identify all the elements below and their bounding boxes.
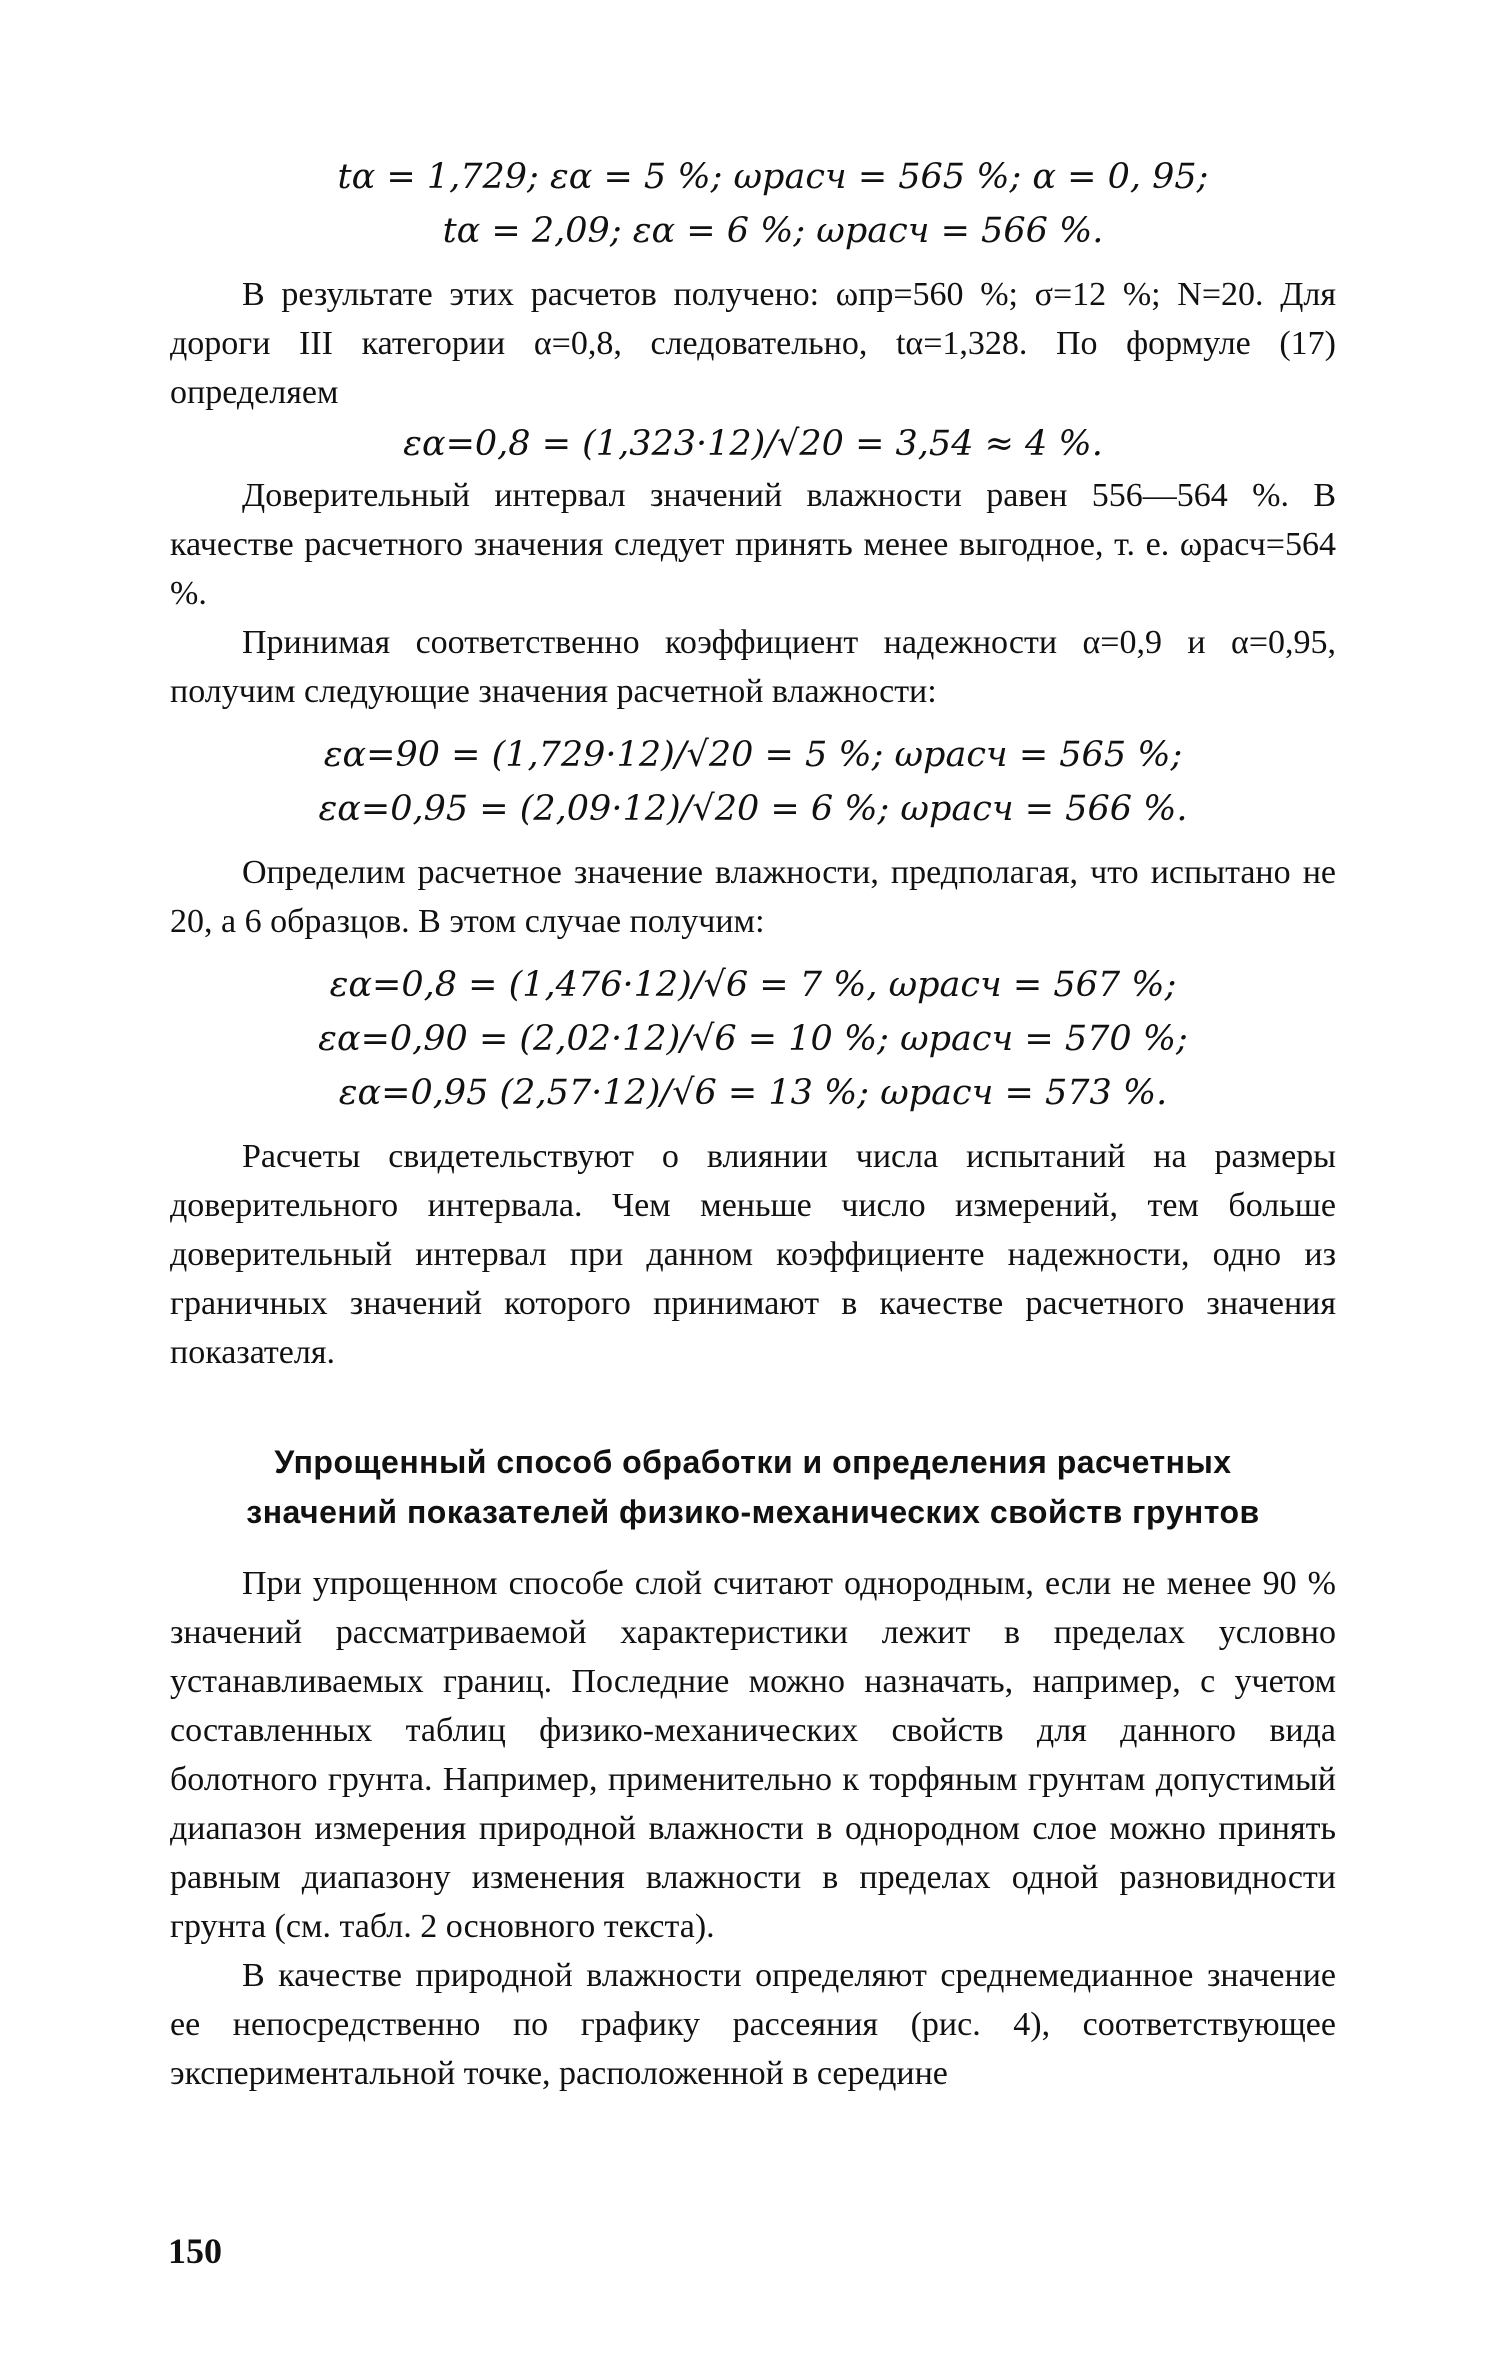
text-column [170, 150, 1336, 2098]
formula-top-1: tα = 1,729; εα = 5 %; ωрасч = 565 %; α = 0, 95; [337, 157, 1209, 197]
formula-six-0-90: εα=0,90 = (2,02·12)/√6 = 10 %; ωрасч = 570 %; [318, 1019, 1188, 1059]
paragraph-results: В результате этих расчетов получено: ωпр=560 %; σ=12 %; N=20. Для дороги III категории α=0,8, следовательно, tα=1,328. По формуле (17) определяем [170, 276, 1336, 411]
formula-top-2: tα = 2,09; εα = 6 %; ωрасч = 566 %. [442, 211, 1104, 251]
paragraph-simplified-method: При упрощенном способе слой считают однородным, если не менее 90 % значений рассматриваемой характеристики лежит в пределах условно устанавливаемых границ. Последние можно назначать, например, с учетом составленных таблиц физико-механических свойств для данного вида болотного грунта. Например, применительно к торфяным грунтам допустимый диапазон измерения природной влажности в однородном слое можно принять равным диапазону изменения влажности в пределах одной разновидности грунта (см. табл. 2 основного текста). [170, 1565, 1336, 1945]
formula-epsilon-0-95: εα=0,95 = (2,09·12)/√20 = 6 %; ωрасч = 566 %. [318, 789, 1188, 829]
paragraph-reliability: Принимая соответственно коэффициент надежности α=0,9 и α=0,95, получим следующие значения расчетной влажности: [170, 624, 1336, 710]
formula-six-0-8: εα=0,8 = (1,476·12)/√6 = 7 %, ωрасч = 567 %; [329, 965, 1177, 1005]
formula-epsilon-0-8: εα=0,8 = (1,323·12)/√20 = 3,54 ≈ 4 %. [403, 424, 1103, 464]
section-heading [170, 1437, 1336, 1537]
formula-six-0-95: εα=0,95 (2,57·12)/√6 = 13 %; ωрасч = 573 %. [338, 1073, 1168, 1113]
paragraph-confidence-interval: Доверительный интервал значений влажности равен 556—564 %. В качестве расчетного значения следует принять менее выгодное, т. е. ωрасч=564 %. [170, 477, 1336, 612]
formula-epsilon-90: εα=90 = (1,729·12)/√20 = 5 %; ωрасч = 565 %; [323, 735, 1183, 775]
paragraph-six-samples: Определим расчетное значение влажности, предполагая, что испытано не 20, а 6 образцов. В этом случае получим: [170, 854, 1336, 940]
page-number: 150 [168, 2231, 222, 2271]
paragraph-calculations: Расчеты свидетельствуют о влиянии числа испытаний на размеры доверительного интервала. Чем меньше число измерений, тем больше доверительный интервал при данном коэффициенте надежности, одно из граничных значений которого принимают в качестве расчетного значения показателя. [170, 1138, 1336, 1371]
paragraph-natural-moisture: В качестве природной влажности определяют среднемедианное значение ее непосредственно по графику рассеяния (рис. 4), соответствующее экспериментальной точке, расположенной в середине [170, 1957, 1336, 2092]
section-heading-line-2: значений показателей физико-механических свойств грунтов [246, 1494, 1260, 1530]
section-heading-line-1: Упрощенный способ обработки и определения расчетных [274, 1444, 1232, 1480]
